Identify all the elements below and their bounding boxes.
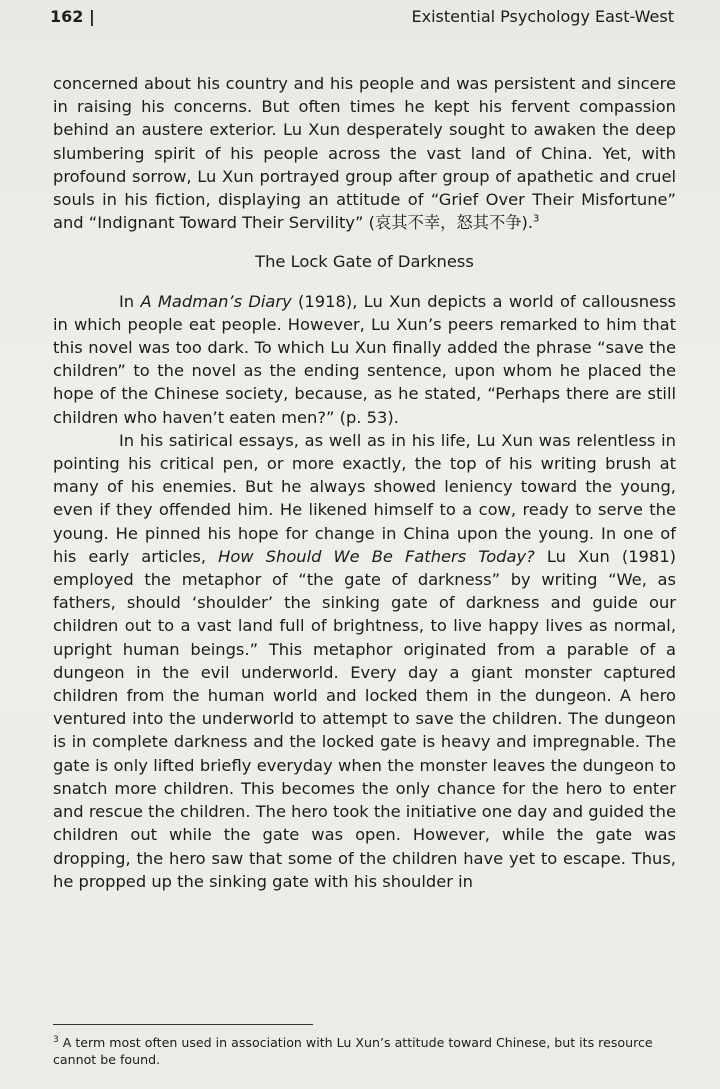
section-heading: The Lock Gate of Darkness [255, 252, 474, 272]
footnote-reference: 3 [533, 213, 540, 225]
paragraph-continued [53, 72, 676, 234]
footnote-mark: 3 [53, 1034, 59, 1045]
footnote-text: A term most often used in association with Lu Xun’s attitude toward Chinese, but its resource cannot be found. [53, 1035, 653, 1067]
italic-title: A Madman’s Diary [140, 291, 292, 311]
body-text [53, 72, 676, 893]
paragraph-text: concerned about his country and his people and was persistent and sincere in raising his concerns. But often times he kept his fervent compassion behind an austere exterior. Lu Xun desperately sought to awaken the deep slumbering spirit of his people across the vast land of China. Yet, with profound sorrow, Lu Xun portrayed group after group of apathetic and cruel souls in his fiction, displaying an attitude of “Grief Over Their Misfortune” and “Indignant Toward Their Servility” (哀其不幸，怒其不争). [53, 74, 676, 233]
running-header [50, 6, 674, 28]
page-number: 162 | [50, 7, 95, 26]
paragraph-rest: (1918), Lu Xun depicts a world of callousness in which people eat people. However, Lu Xun’s peers remarked to him that this novel was too dark. To which Lu Xun finally added the phrase “save the children” to the novel as the ending sentence, upon whom he placed the hope of the Chinese society, because, as he stated, “Perhaps there are still children who haven’t eaten men?” (p. 53). [53, 291, 677, 427]
footnote-divider [53, 1024, 313, 1025]
paragraph-lead: In his satirical essays, as well as in his life, Lu Xun was relentless in pointing his critical pen, or more exactly, the top of his writing brush at many of his enemies. But he always showed leniency toward the young, even if they offended him. He likened himself to a cow, ready to serve the young. He pinned his hope for change in China upon the young. In one of his early articles, [53, 430, 676, 566]
book-title: Existential Psychology East-West [411, 7, 674, 26]
paragraph-rest: Lu Xun (1981) employed the metaphor of “the gate of darkness” by writing “We, as fathers, should ‘shoulder’ the sinking gate of darkness and guide our children out to a vast land full of brightness, to live happy lives as normal, upright human beings.” This metaphor originated from a parable of a dungeon in the evil underworld. Every day a giant monster captured children from the human world and locked them in the dungeon. A hero ventured into the underworld to attempt to save the children. The dungeon is in complete darkness and the locked gate is heavy and impregnable. The gate is only lifted briefly everyday when the monster leaves the dungeon to snatch more children. This becomes the only chance for the hero to enter and rescue the children. The hero took the initiative one day and guided the children out while the gate was open. However, while the gate was dropping, the hero saw that some of the children have yet to escape. Thus, he propped up the sinking gate with his shoulder in [53, 546, 676, 891]
paragraph-gate [53, 429, 676, 893]
paragraph-madman [53, 290, 676, 429]
footnote [53, 1034, 678, 1068]
paragraph-lead: In [119, 291, 141, 311]
italic-title: How Should We Be Fathers Today? [218, 546, 535, 566]
